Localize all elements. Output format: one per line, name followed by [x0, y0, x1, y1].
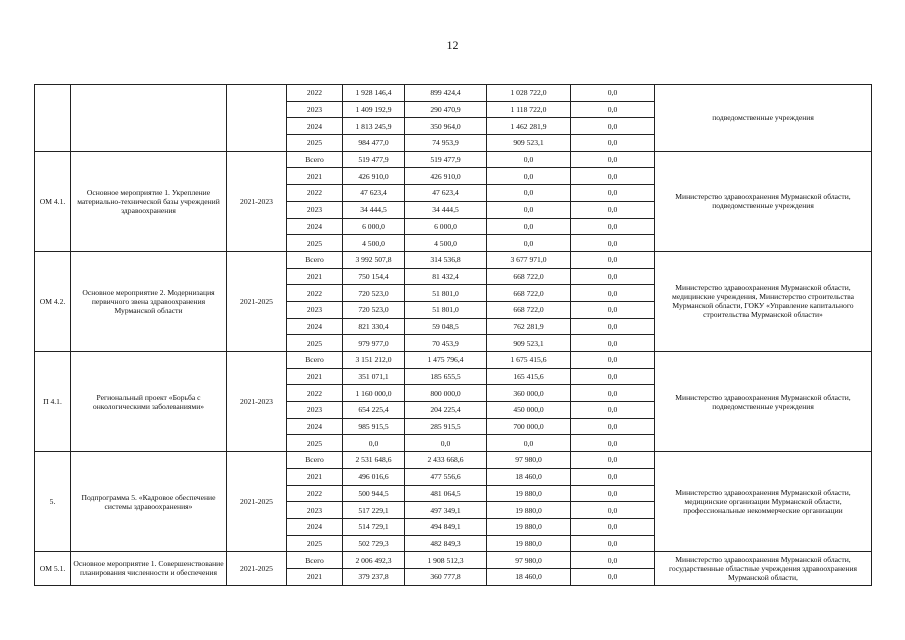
federal-budget-cell: 1 118 722,0	[487, 101, 571, 118]
total-cell: 351 071,1	[343, 368, 405, 385]
total-cell: 1 813 245,9	[343, 118, 405, 135]
total-cell: 750 154,4	[343, 268, 405, 285]
total-cell: 3 992 507,8	[343, 251, 405, 268]
regional-budget-cell: 1 475 796,4	[405, 352, 487, 369]
federal-budget-cell: 1 462 281,9	[487, 118, 571, 135]
total-cell: 821 330,4	[343, 318, 405, 335]
federal-budget-cell: 19 880,0	[487, 485, 571, 502]
federal-budget-cell: 19 880,0	[487, 502, 571, 519]
year-cell: 2025	[287, 435, 343, 452]
other-sources-cell: 0,0	[571, 251, 655, 268]
federal-budget-cell: 668 722,0	[487, 268, 571, 285]
total-cell: 1 409 192,9	[343, 101, 405, 118]
federal-budget-cell: 0,0	[487, 185, 571, 202]
other-sources-cell: 0,0	[571, 268, 655, 285]
year-cell: Всего	[287, 552, 343, 569]
regional-budget-cell: 481 064,5	[405, 485, 487, 502]
code-cell	[35, 85, 71, 152]
year-cell: 2021	[287, 168, 343, 185]
executor-cell: Министерство здравоохранения Мурманской области, подведомственные учреждения	[655, 151, 872, 251]
table-row	[35, 85, 872, 102]
total-cell: 2 531 648,6	[343, 452, 405, 469]
year-cell: Всего	[287, 151, 343, 168]
other-sources-cell: 0,0	[571, 235, 655, 252]
regional-budget-cell: 51 801,0	[405, 285, 487, 302]
period-cell: 2021-2023	[227, 352, 287, 452]
total-cell: 6 000,0	[343, 218, 405, 235]
total-cell: 517 229,1	[343, 502, 405, 519]
year-cell: 2024	[287, 518, 343, 535]
federal-budget-cell: 909 523,1	[487, 335, 571, 352]
year-cell: Всего	[287, 452, 343, 469]
total-cell: 500 944,5	[343, 485, 405, 502]
regional-budget-cell: 899 424,4	[405, 85, 487, 102]
year-cell: 2025	[287, 335, 343, 352]
other-sources-cell: 0,0	[571, 385, 655, 402]
total-cell: 720 523,0	[343, 301, 405, 318]
code-cell: ОМ 4.2.	[35, 251, 71, 351]
regional-budget-cell: 34 444,5	[405, 201, 487, 218]
table-row	[35, 552, 872, 569]
other-sources-cell: 0,0	[571, 452, 655, 469]
total-cell: 2 006 492,3	[343, 552, 405, 569]
period-cell: 2021-2023	[227, 151, 287, 251]
name-cell: Основное мероприятие 1. Совершенствование планирования численности и обеспечения	[71, 552, 227, 585]
total-cell: 519 477,9	[343, 151, 405, 168]
other-sources-cell: 0,0	[571, 502, 655, 519]
year-cell: 2023	[287, 301, 343, 318]
federal-budget-cell: 450 000,0	[487, 402, 571, 419]
regional-budget-cell: 70 453,9	[405, 335, 487, 352]
other-sources-cell: 0,0	[571, 552, 655, 569]
total-cell: 0,0	[343, 435, 405, 452]
regional-budget-cell: 51 801,0	[405, 301, 487, 318]
year-cell: 2021	[287, 468, 343, 485]
regional-budget-cell: 1 908 512,3	[405, 552, 487, 569]
federal-budget-cell: 0,0	[487, 201, 571, 218]
name-cell: Основное мероприятие 2. Модернизация первичного звена здравоохранения Мурманской области	[71, 251, 227, 351]
total-cell: 379 237,8	[343, 568, 405, 585]
regional-budget-cell: 204 225,4	[405, 402, 487, 419]
executor-cell: Министерство здравоохранения Мурманской области, подведомственные учреждения	[655, 352, 872, 452]
period-cell: 2021-2025	[227, 552, 287, 585]
other-sources-cell: 0,0	[571, 218, 655, 235]
executor-cell: Министерство здравоохранения Мурманской области, государственные областные учреждения здравоохранения Мурманской области,	[655, 552, 872, 585]
year-cell: Всего	[287, 251, 343, 268]
year-cell: 2021	[287, 268, 343, 285]
year-cell: 2024	[287, 318, 343, 335]
other-sources-cell: 0,0	[571, 318, 655, 335]
name-cell: Региональный проект «Борьба с онкологическими заболеваниями»	[71, 352, 227, 452]
code-cell: ОМ 4.1.	[35, 151, 71, 251]
total-cell: 984 477,0	[343, 135, 405, 152]
federal-budget-cell: 668 722,0	[487, 301, 571, 318]
executor-cell: Министерство здравоохранения Мурманской области, медицинские организации Мурманской области, профессиональные некоммерческие организации	[655, 452, 872, 552]
other-sources-cell: 0,0	[571, 418, 655, 435]
table-row	[35, 251, 872, 268]
total-cell: 1 928 146,4	[343, 85, 405, 102]
regional-budget-cell: 314 536,8	[405, 251, 487, 268]
name-cell	[71, 85, 227, 152]
other-sources-cell: 0,0	[571, 151, 655, 168]
other-sources-cell: 0,0	[571, 85, 655, 102]
federal-budget-cell: 668 722,0	[487, 285, 571, 302]
code-cell: ОМ 5.1.	[35, 552, 71, 585]
total-cell: 654 225,4	[343, 402, 405, 419]
federal-budget-cell: 19 880,0	[487, 535, 571, 552]
regional-budget-cell: 426 910,0	[405, 168, 487, 185]
federal-budget-cell: 1 675 415,6	[487, 352, 571, 369]
federal-budget-cell: 0,0	[487, 168, 571, 185]
other-sources-cell: 0,0	[571, 101, 655, 118]
regional-budget-cell: 285 915,5	[405, 418, 487, 435]
federal-budget-cell: 0,0	[487, 151, 571, 168]
table-row	[35, 452, 872, 469]
year-cell: 2025	[287, 135, 343, 152]
period-cell: 2021-2025	[227, 452, 287, 552]
total-cell: 47 623,4	[343, 185, 405, 202]
total-cell: 4 500,0	[343, 235, 405, 252]
regional-budget-cell: 81 432,4	[405, 268, 487, 285]
regional-budget-cell: 497 349,1	[405, 502, 487, 519]
other-sources-cell: 0,0	[571, 301, 655, 318]
regional-budget-cell: 477 556,6	[405, 468, 487, 485]
other-sources-cell: 0,0	[571, 352, 655, 369]
executor-cell: подведомственные учреждения	[655, 85, 872, 152]
federal-budget-cell: 360 000,0	[487, 385, 571, 402]
federal-budget-cell: 909 523,1	[487, 135, 571, 152]
executor-cell: Министерство здравоохранения Мурманской области, медицинские учреждения, Министерство строительства Мурманской области, ГОКУ «Управление капитального строительства Мурманской области»	[655, 251, 872, 351]
code-cell: П 4.1.	[35, 352, 71, 452]
year-cell: 2025	[287, 535, 343, 552]
total-cell: 514 729,1	[343, 518, 405, 535]
period-cell	[227, 85, 287, 152]
year-cell: 2021	[287, 568, 343, 585]
year-cell: 2023	[287, 502, 343, 519]
other-sources-cell: 0,0	[571, 485, 655, 502]
regional-budget-cell: 494 849,1	[405, 518, 487, 535]
total-cell: 720 523,0	[343, 285, 405, 302]
year-cell: 2022	[287, 185, 343, 202]
federal-budget-cell: 19 880,0	[487, 518, 571, 535]
federal-budget-cell: 18 460,0	[487, 468, 571, 485]
total-cell: 985 915,5	[343, 418, 405, 435]
other-sources-cell: 0,0	[571, 335, 655, 352]
other-sources-cell: 0,0	[571, 368, 655, 385]
year-cell: 2022	[287, 385, 343, 402]
federal-budget-cell: 97 980,0	[487, 452, 571, 469]
total-cell: 3 151 212,0	[343, 352, 405, 369]
federal-budget-cell: 762 281,9	[487, 318, 571, 335]
page-number: 12	[446, 38, 459, 52]
year-cell: 2023	[287, 402, 343, 419]
year-cell: Всего	[287, 352, 343, 369]
other-sources-cell: 0,0	[571, 135, 655, 152]
year-cell: 2023	[287, 201, 343, 218]
regional-budget-cell: 47 623,4	[405, 185, 487, 202]
regional-budget-cell: 0,0	[405, 435, 487, 452]
regional-budget-cell: 360 777,8	[405, 568, 487, 585]
other-sources-cell: 0,0	[571, 518, 655, 535]
federal-budget-cell: 0,0	[487, 435, 571, 452]
federal-budget-cell: 700 000,0	[487, 418, 571, 435]
regional-budget-cell: 290 470,9	[405, 101, 487, 118]
total-cell: 502 729,3	[343, 535, 405, 552]
name-cell: Подпрограмма 5. «Кадровое обеспечение системы здравоохранения»	[71, 452, 227, 552]
regional-budget-cell: 482 849,3	[405, 535, 487, 552]
other-sources-cell: 0,0	[571, 168, 655, 185]
other-sources-cell: 0,0	[571, 535, 655, 552]
federal-budget-cell: 0,0	[487, 218, 571, 235]
year-cell: 2024	[287, 118, 343, 135]
table-row	[35, 352, 872, 369]
year-cell: 2023	[287, 101, 343, 118]
year-cell: 2025	[287, 235, 343, 252]
year-cell: 2024	[287, 418, 343, 435]
year-cell: 2024	[287, 218, 343, 235]
budget-table	[34, 84, 872, 586]
name-cell: Основное мероприятие 1. Укрепление материально-технической базы учреждений здравоохранения	[71, 151, 227, 251]
federal-budget-cell: 165 415,6	[487, 368, 571, 385]
total-cell: 979 977,0	[343, 335, 405, 352]
regional-budget-cell: 4 500,0	[405, 235, 487, 252]
other-sources-cell: 0,0	[571, 118, 655, 135]
year-cell: 2022	[287, 485, 343, 502]
other-sources-cell: 0,0	[571, 285, 655, 302]
year-cell: 2021	[287, 368, 343, 385]
federal-budget-cell: 0,0	[487, 235, 571, 252]
federal-budget-cell: 3 677 971,0	[487, 251, 571, 268]
total-cell: 1 160 000,0	[343, 385, 405, 402]
regional-budget-cell: 800 000,0	[405, 385, 487, 402]
regional-budget-cell: 6 000,0	[405, 218, 487, 235]
total-cell: 496 016,6	[343, 468, 405, 485]
other-sources-cell: 0,0	[571, 468, 655, 485]
regional-budget-cell: 74 953,9	[405, 135, 487, 152]
federal-budget-cell: 18 460,0	[487, 568, 571, 585]
federal-budget-cell: 97 980,0	[487, 552, 571, 569]
regional-budget-cell: 59 048,5	[405, 318, 487, 335]
total-cell: 34 444,5	[343, 201, 405, 218]
regional-budget-cell: 185 655,5	[405, 368, 487, 385]
other-sources-cell: 0,0	[571, 568, 655, 585]
total-cell: 426 910,0	[343, 168, 405, 185]
table-body	[35, 85, 872, 586]
table-row	[35, 151, 872, 168]
regional-budget-cell: 2 433 668,6	[405, 452, 487, 469]
other-sources-cell: 0,0	[571, 402, 655, 419]
regional-budget-cell: 519 477,9	[405, 151, 487, 168]
period-cell: 2021-2025	[227, 251, 287, 351]
year-cell: 2022	[287, 85, 343, 102]
regional-budget-cell: 350 964,0	[405, 118, 487, 135]
other-sources-cell: 0,0	[571, 201, 655, 218]
federal-budget-cell: 1 028 722,0	[487, 85, 571, 102]
code-cell: 5.	[35, 452, 71, 552]
other-sources-cell: 0,0	[571, 435, 655, 452]
year-cell: 2022	[287, 285, 343, 302]
other-sources-cell: 0,0	[571, 185, 655, 202]
